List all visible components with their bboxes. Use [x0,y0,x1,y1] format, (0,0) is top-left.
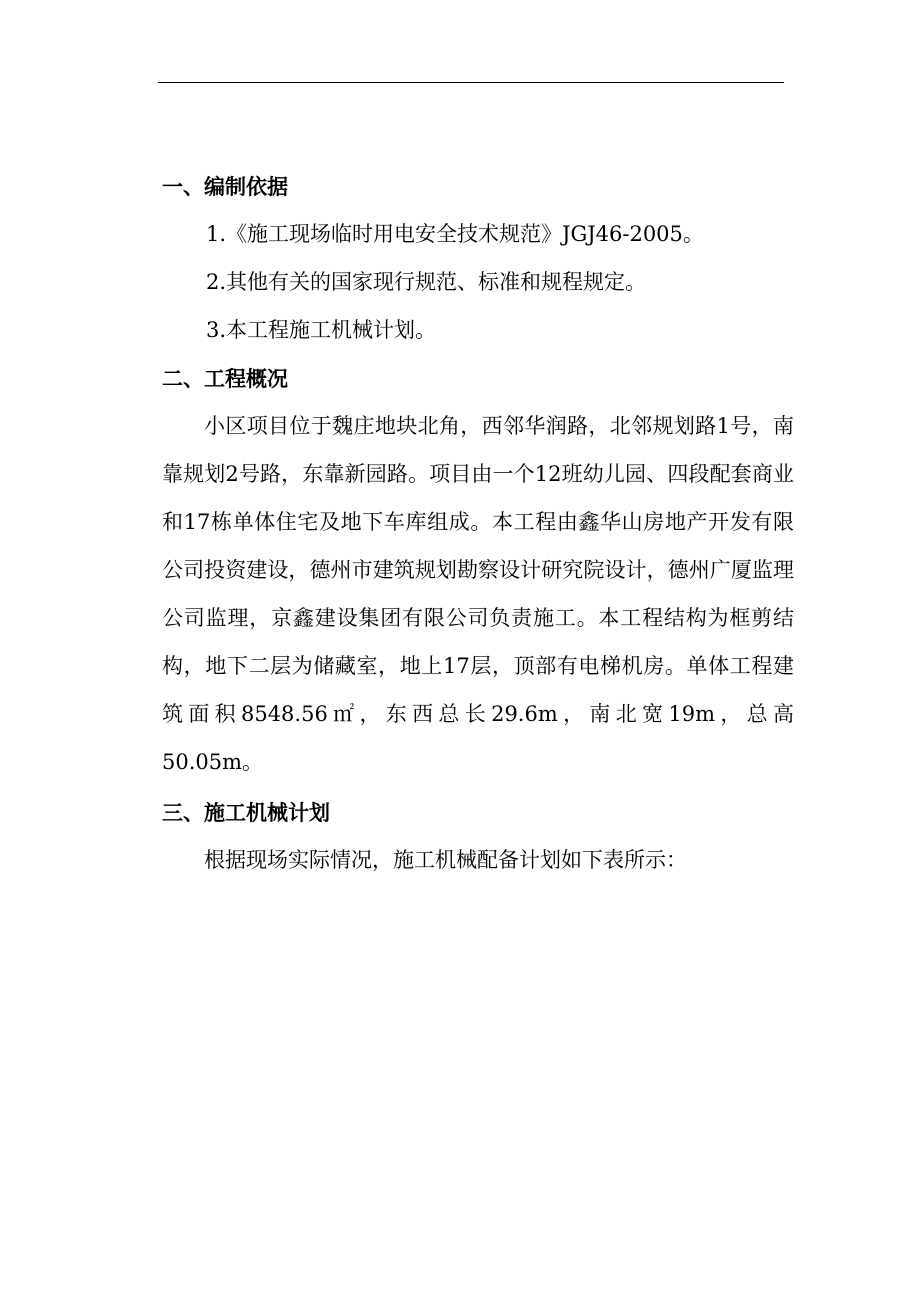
basis-item-2: 2.其他有关的国家现行规范、标准和规程规定。 [206,270,647,294]
overview-paragraph: 小区项目位于魏庄地块北角，西邻华润路，北邻规划路1号，南靠规划2号路，东靠新园路。项目由一个12班幼儿园、四段配套商业和17栋单体住宅及地下车库组成。本工程由鑫华山房地产开发有限公司投资建设，德州市建筑规划勘察设计研究院设计，德州广厦监理公司监理，京鑫建设集团有限公司负责施工。本工程结构为框剪结构，地下二层为储藏室，地上17层，顶部有电梯机房。单体工程建筑面积8548.56㎡，东西总长29.6m，南北宽19m，总高50.05m。 [162,414,794,774]
basis-item-1: 1.《施工现场临时用电安全技术规范》JGJ46-2005。 [206,222,704,246]
section-heading-basis: 一、编制依据 [162,175,288,199]
basis-item-3: 3.本工程施工机械计划。 [206,318,437,342]
section-machinery-plan [162,790,794,884]
section-basis [162,164,794,354]
section-heading-overview: 二、工程概况 [162,367,288,391]
section-overview [162,356,794,786]
document-body [162,164,794,884]
machinery-plan-paragraph: 根据现场实际情况，施工机械配备计划如下表所示： [204,848,687,872]
section-heading-machinery-plan: 三、施工机械计划 [162,801,330,825]
header-rule [158,82,784,83]
